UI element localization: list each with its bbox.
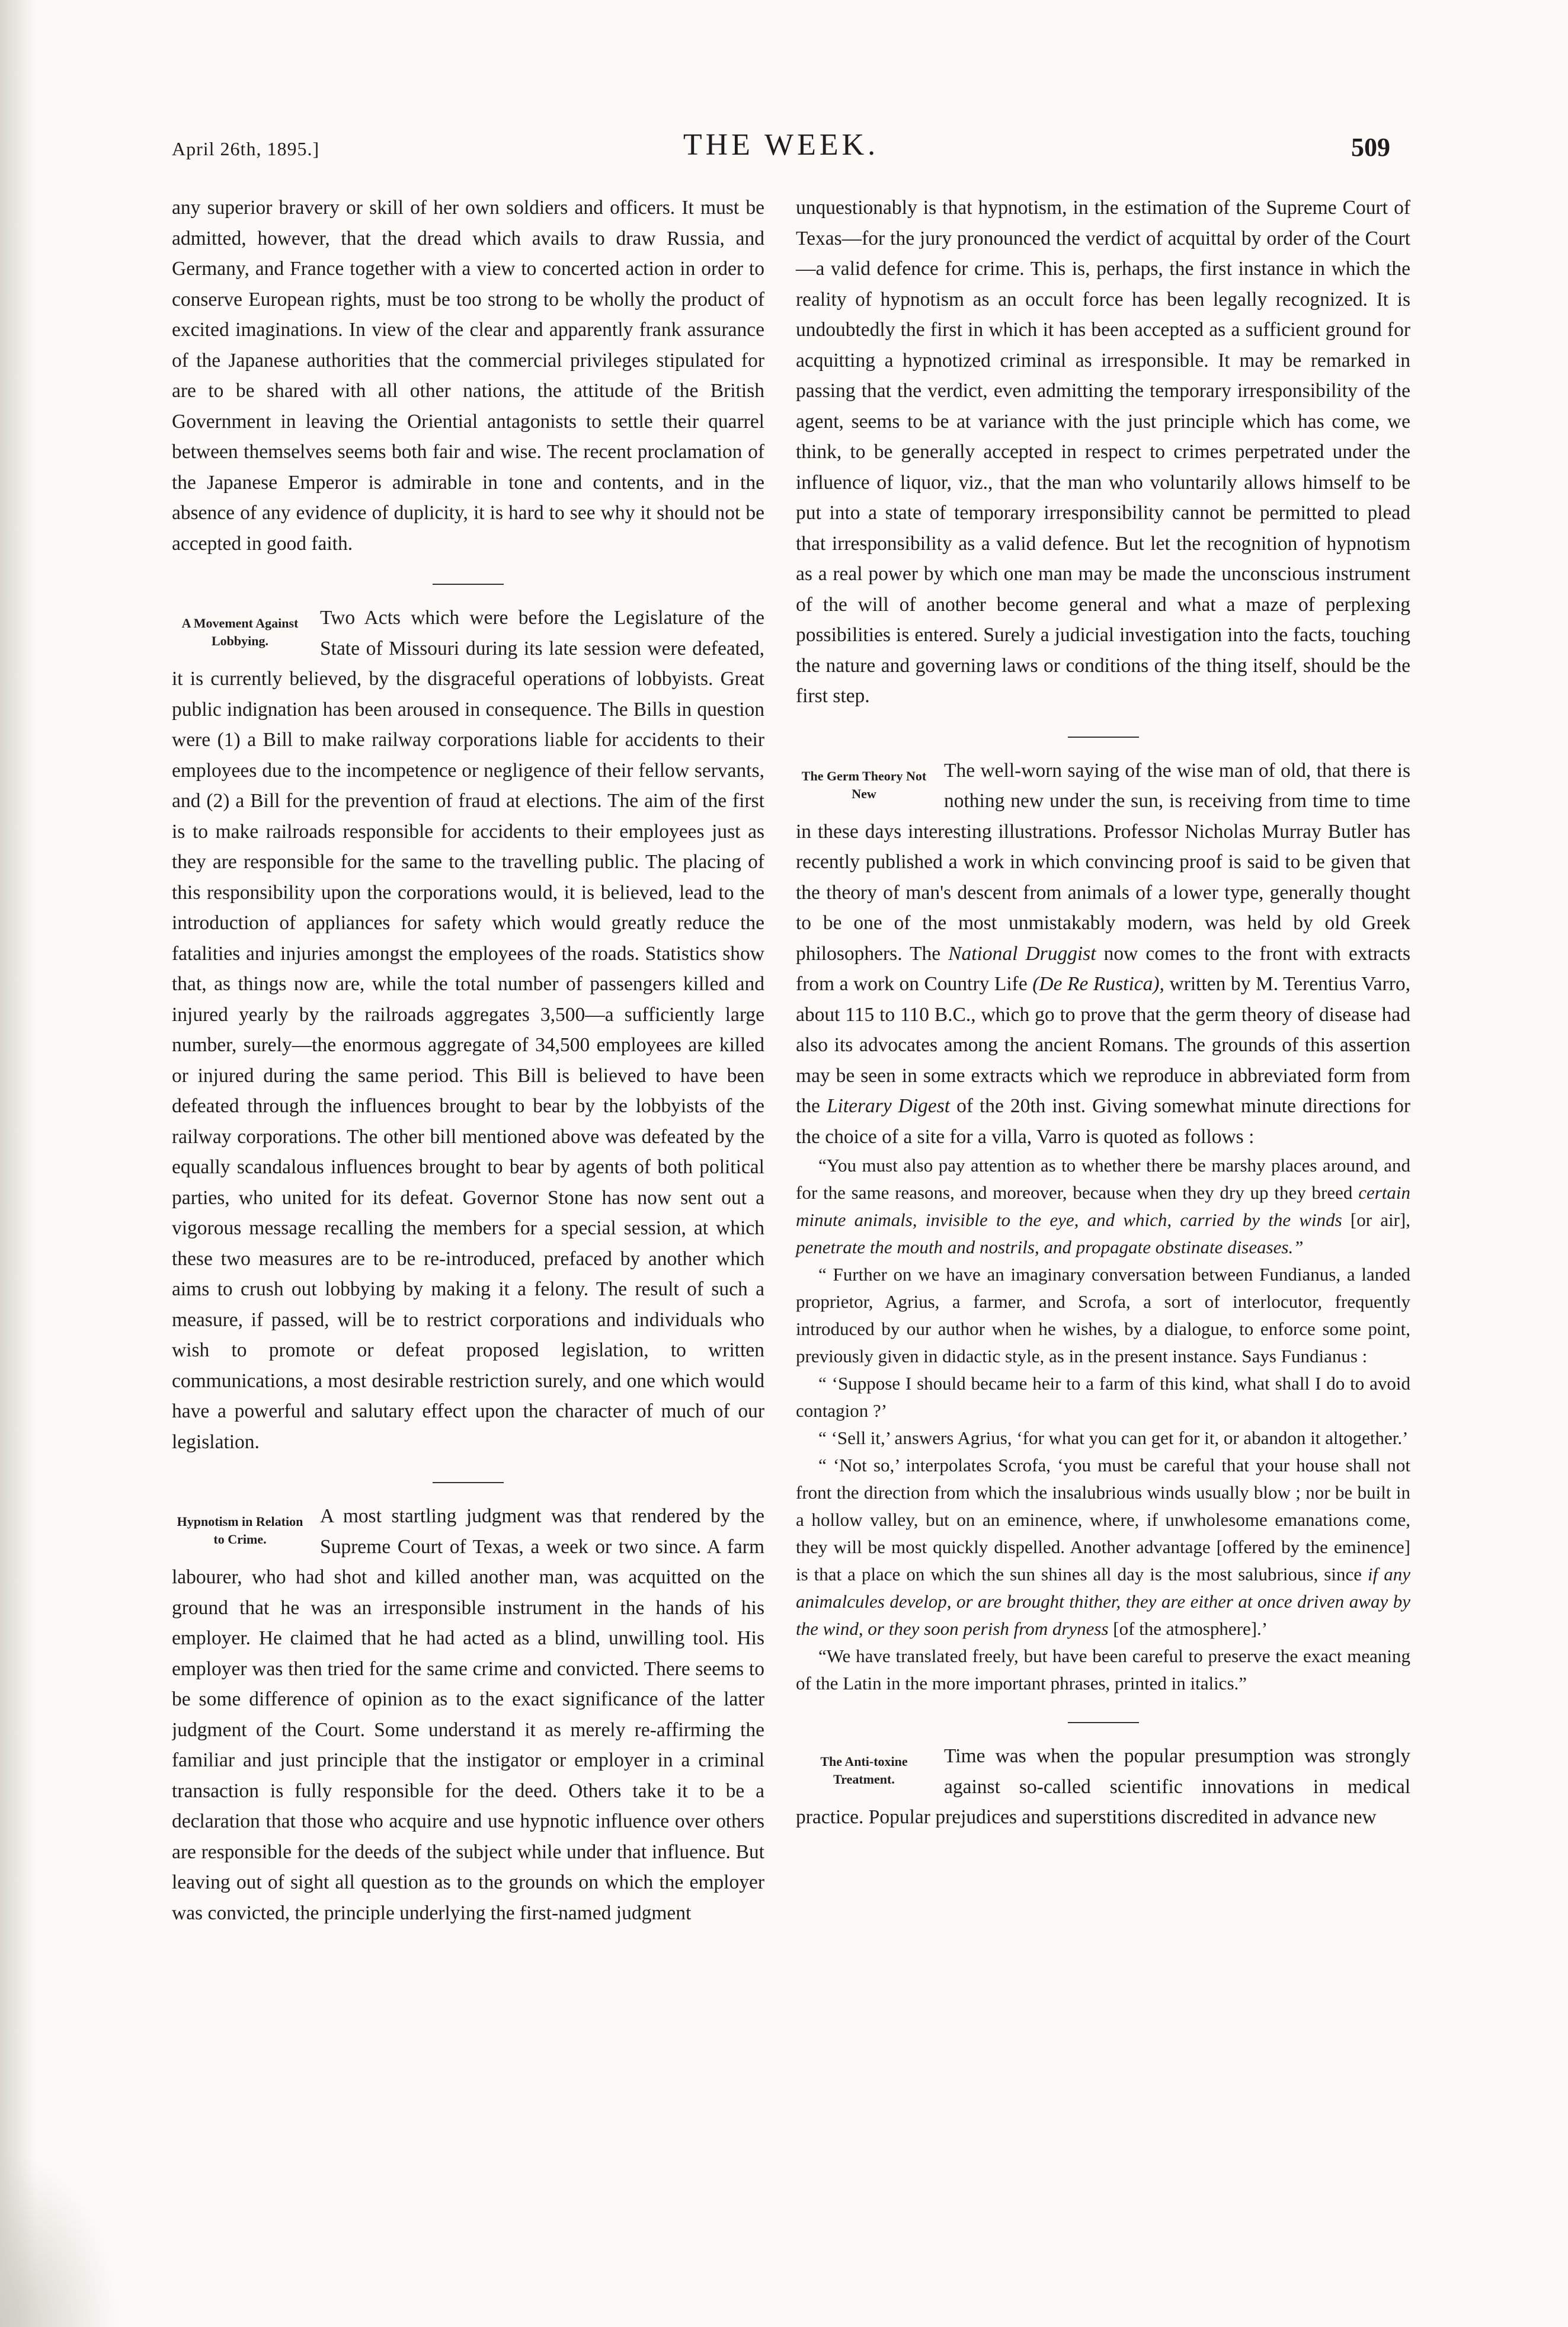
section-divider bbox=[433, 1482, 504, 1483]
section-antitoxine bbox=[796, 1741, 1410, 1833]
quote-5-italic: if any animalcules develop, or are brought thither, they are either at once driven away by the wind, or they soon perish from dryness bbox=[796, 1564, 1410, 1639]
section-germ-theory bbox=[796, 756, 1410, 1153]
section-hypnotism bbox=[172, 1501, 764, 1928]
section-divider bbox=[433, 584, 504, 585]
quote-1-italic-b: penetrate the mouth and nostrils, and propagate obstinate diseases.” bbox=[796, 1237, 1304, 1257]
germ-theory-paragraph bbox=[796, 756, 1410, 1153]
germ-text-a: The well-worn saying of the wise man of old, that there is nothing new under the sun, is receiving from time to time in these days interesting illustrations. Professor Nicholas Murray Butler has recently published a work in which convincing proof is said to be given that the theory of man's descent from animals of a lower type, generally thought to be one of the most unmistakably modern, was held by old Greek philosophers. The bbox=[796, 759, 1410, 965]
section-lobbying bbox=[172, 603, 764, 1457]
literary-digest: Literary Digest bbox=[826, 1095, 951, 1117]
germ-text-c: written by M. Terentius Varro, about 115 to 110 B.C., which go to prove that the germ theory of disease had also its advocates among the ancient Romans. The grounds of this assertion may be seen in some extracts which we reproduce in abbreviated form from the bbox=[796, 973, 1410, 1117]
intro-paragraph: any superior bravery or skill of her own soldiers and officers. It must be admitted, however, that the dread which avails to draw Russia, and Germany, and France together with a view to concerted action in order to conserve European rights, must be too strong to be wholly the product of excited imaginations. In view of the clear and apparently frank assurance of the Japanese authorities that the commercial privileges stipulated for are to be shared with all other nations, the attitude of the British Government in leaving the Oriential antagonists to settle their quarrel between themselves seems both fair and wise. The recent proclamation of the Japanese Emperor is admirable in tone and contents, and in the absence of any evidence of duplicity, it is hard to see why it should not be accepted in good faith. bbox=[172, 197, 764, 555]
quote-paragraph: “ ‘Suppose I should became heir to a farm of this kind, what shall I do to avoid contagion ?’ bbox=[796, 1373, 1410, 1421]
varro-quotation bbox=[796, 1152, 1410, 1697]
page-corner-wear bbox=[0, 2149, 119, 2327]
publication-title: THE WEEK. bbox=[683, 128, 879, 162]
lobbying-paragraph: Two Acts which were before the Legislature of the State of Missouri during its late session were defeated, it is currently believed, by the disgraceful operations of lobbyists. Great public indignation has been aroused in consequence. The Bills in question were (1) a Bill to make railway corporations liable for accidents to their employees due to the incompetence or negligence of their fellow servants, and (2) a Bill for the prevention of fraud at elections. The aim of the first is to make railroads responsible for accidents to their employees just as they are responsible for the same to the travelling public. The placing of this responsibility upon the corporations would, it is believed, lead to the introduction of appliances for safety which would greatly reduce the fatalities and injuries amongst the employees of the roads. Statistics show that, as things now are, while the total number of passengers killed and injured yearly by the railroads aggregates 3,500—a sufficiently large number, surely—the enormous aggregate of 34,500 employees are killed or injured during the same period. This Bill is believed to have been defeated through the influences brought to bear by the lobbyists of the railway corporations. The other bill mentioned above was defeated by the equally scandalous influences brought to bear by agents of both political parties, who united for its defeat. Governor Stone has now sent out a vigorous message recalling the members for a special session, at which these two measures are to be re-introduced, prefaced by another which aims to crush out lobbying by making it a felony. The result of such a measure, if passed, will be to restrict corporations and individuals who wish to promote or defeat proposed legislation, to written communications, a most desirable restriction surely, and one which would have a powerful and salutary effect upon the character of much of our legislation. bbox=[172, 607, 764, 1453]
quote-5b: [of the atmosphere].’ bbox=[1108, 1618, 1268, 1639]
quote-paragraph bbox=[796, 1452, 1410, 1643]
quote-1a: “You must also pay attention as to whether there be marshy places around, and for the same reasons, and moreover, because when they dry up they breed bbox=[796, 1155, 1410, 1203]
germ-text-d: of the 20th inst. Giving somewhat minute directions for the choice of a site for a villa, Varro is quoted as follows : bbox=[796, 1095, 1410, 1148]
quote-1b: [or air], bbox=[1342, 1209, 1411, 1230]
quote-paragraph: “We have translated freely, but have been careful to preserve the exact meaning of the Latin in the more important phrases, printed in italics.” bbox=[796, 1646, 1410, 1694]
quote-paragraph: “ ‘Sell it,’ answers Agrius, ‘for what you can get for it, or abandon it altogether.’ bbox=[818, 1427, 1409, 1448]
national-druggist: National Druggist bbox=[948, 942, 1096, 965]
sidehead-germ-theory: The Germ Theory Not New bbox=[801, 768, 927, 801]
page-header bbox=[172, 127, 1390, 163]
page-binding-shadow bbox=[0, 0, 36, 2327]
quote-paragraph: “ Further on we have an imaginary conversation between Fundianus, a landed proprietor, Agrius, a farmer, and Scrofa, a sort of interlocutor, frequently introduced by our author when he wishes, by a dialogue, to enforce some point, previously given in didactic style, as in the present instance. Says Fundianus : bbox=[796, 1264, 1410, 1366]
quote-5a: “ ‘Not so,’ interpolates Scrofa, ‘you must be careful that your house shall not front the direction from which the insalubrious winds usually blow ; nor be built in a hollow valley, but on an eminence, where, if unwholesome emanations come, they will be most quickly dispelled. Another advantage [offered by the eminence] is that a place on which the sun shines all day is the most salubrious, since bbox=[796, 1455, 1410, 1585]
left-column bbox=[172, 193, 764, 1928]
section-divider bbox=[1068, 1722, 1139, 1723]
page-number: 509 bbox=[1351, 133, 1390, 162]
hypnotism-continued: unquestionably is that hypnotism, in the estimation of the Supreme Court of Texas—for the jury pronounced the verdict of acquittal by order of the Court—a valid defence for crime. This is, perhaps, the first instance in which the reality of hypnotism as an occult force has been legally recognized. It is undoubtedly the first in which it has been accepted as a sufficient ground for acquitting a hypnotized criminal as irresponsible. It may be remarked in passing that the verdict, even admitting the temporary irresponsibility of the agent, seems to be at variance with the just principle which has come, we think, to be generally accepted in respect to crimes perpetrated under the influence of liquor, viz., that the man who voluntarily allows himself to be put into a state of temporary irresponsibility cannot be permitted to plead that irresponsibility as a valid defence. But let the recognition of hypnotism as a real power by which one man may be made the unconscious instrument of the will of another become general and what a maze of perplexing possibilities is entered. Surely a judicial investigation into the facts, touching the nature and governing laws or conditions of the thing itself, should be the first step. bbox=[796, 197, 1410, 707]
antitoxine-paragraph: Time was when the popular presumption was strongly against so-called scientific innovations in medical practice. Popular prejudices and superstitions discredited in advance new bbox=[796, 1745, 1410, 1828]
issue-date: April 26th, 1895.] bbox=[172, 138, 320, 159]
section-divider bbox=[1068, 737, 1139, 738]
sidehead-antitoxine: The Anti-toxine Treatment. bbox=[820, 1754, 908, 1787]
de-re-rustica: (De Re Rustica), bbox=[1032, 973, 1164, 995]
quote-paragraph bbox=[796, 1152, 1410, 1261]
hypnotism-paragraph: A most startling judgment was that rendered by the Supreme Court of Texas, a week or two since. A farm labourer, who had shot and killed another man, was acquitted on the ground that he was an irresponsible instrument in the hands of his employer. He claimed that he had acted as a blind, unwilling tool. His employer was then tried for the same crime and convicted. There seems to be some difference of opinion as to the exact significance of the latter judgment of the Court. Some understand it as merely re-affirming the familiar and just principle that the instigator or employer in a criminal transaction is fully responsible for the deed. Others take it to be a declaration that those who acquire and use hypnotic influence over others are responsible for the deeds of the subject while under that influence. But leaving out of sight all question as to the grounds on which the employer was convicted, the principle underlying the first-named judgment bbox=[172, 1505, 764, 1924]
sidehead-hypnotism: Hypnotism in Relation to Crime. bbox=[177, 1514, 303, 1547]
right-column bbox=[796, 193, 1410, 1833]
quote-1-italic-a: certain minute animals, invisible to the eye, and which, carried by the winds bbox=[796, 1182, 1410, 1230]
sidehead-lobbying: A Movement Against Lobbying. bbox=[181, 616, 299, 648]
germ-text-b: now comes to the front with extracts from a work on Country Life bbox=[796, 942, 1410, 995]
